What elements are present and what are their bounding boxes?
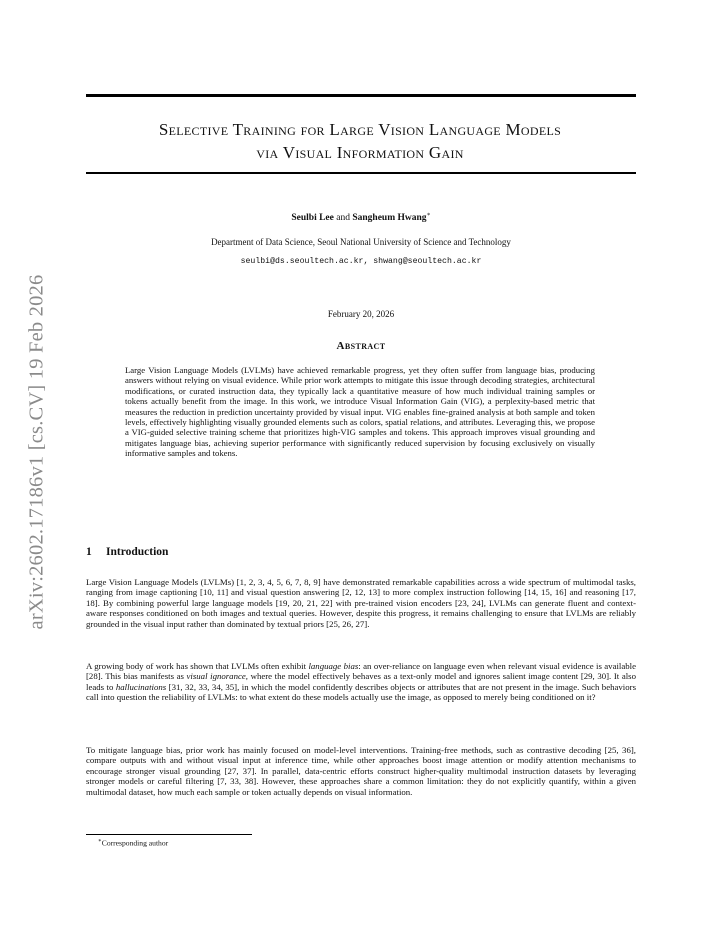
corresponding-marker: ∗ [426, 212, 431, 218]
arxiv-identifier: arXiv:2602.17186v1 [cs.CV] 19 Feb 2026 [25, 274, 48, 630]
text-run: : an over-reliance on language even when relevant visual evidence is available [28]. This bias manifests as [86, 661, 637, 682]
paper-date: February 20, 2026 [327, 309, 395, 319]
text-run: A growing body of work has shown that LVLMs often exhibit [86, 661, 309, 671]
text-run: , where the model effectively behaves as a text-only model and ignores salient image content [29, 30]. It also leads to [86, 671, 636, 692]
emphasis-term: hallucinations [115, 681, 167, 692]
section-heading [86, 546, 168, 558]
section-number: 1 [86, 546, 92, 558]
text-run: [31, 32, 33, 34, 35], in which the model confidently describes objects or attributes that are not present in the image. Such behaviors call into question the reliability of LVLMs: to what extent do these models actually use the image, as opposed to merely being conditioned on it? [86, 681, 637, 703]
emphasis-term: visual ignorance [186, 671, 246, 682]
section-title: Introduction [106, 546, 169, 558]
intro-paragraph-1: Large Vision Language Models (LVLMs) [1, 2, 3, 4, 5, 6, 7, 8, 9] have demonstrated remarkable capabilities across a wide spectrum of multimodal tasks, ranging from image captioning [10, 11] and visual question answering [2, 12, 13] to more complex instruction following [14, 15, 16] and reasoning [17, 18]. By combining powerful large language models [19, 20, 21, 22] with pre-trained vision encoders [23, 24], LVLMs can generate fluent and context-aware responses conditioned on both images and textual queries. However, despite this progress, it remains challenging to ensure that LVLMs are reliably grounded in the visual input rather than dominated by textual priors [25, 26, 27]. [86, 577, 636, 629]
abstract-heading: Abstract [336, 340, 386, 352]
title-line-1: Selective Training for Large Vision Language Models [158, 120, 562, 139]
title-line-2: via Visual Information Gain [256, 143, 464, 162]
emphasis-term: language bias [308, 661, 359, 671]
author-list [86, 211, 636, 223]
title-bottom-rule [86, 172, 636, 174]
author-emails: seulbi@ds.seoultech.ac.kr, shwang@seoultech.ac.kr [240, 257, 482, 266]
footnote-text: Corresponding author [101, 838, 169, 848]
affiliation: Department of Data Science, Seoul National University of Science and Technology [211, 237, 511, 247]
abstract-text: Large Vision Language Models (LVLMs) have achieved remarkable progress, yet they often suffer from language bias, producing answers without relying on visual evidence. While prior work attempts to mitigate this issue through decoding strategies, architectural modifications, or curated instruction data, they typically lack a quantitative measure of how much individual training samples or tokens actually benefit from the image. In this work, we introduce Visual Information Gain (VIG), a perplexity-based metric that measures the reduction in prediction uncertainty provided by visual input. VIG enables fine-grained analysis at both sample and token levels, effectively highlighting visually grounded elements such as colors, spatial relations, and attributes. Leveraging this, we propose a VIG-guided selective training scheme that prioritizes high-VIG samples and tokens. This approach improves visual grounding and mitigates language bias, achieving superior performance with significantly reduced supervision by focusing exclusively on visually informative samples and tokens. [125, 365, 595, 459]
title-top-rule [86, 94, 636, 97]
intro-paragraph-2 [86, 661, 636, 703]
paper-title [70, 118, 650, 164]
author-name: Sangheum Hwang [352, 213, 427, 224]
footnote-marker: ∗ [98, 838, 102, 844]
author-connector: and [333, 213, 353, 224]
author-name: Seulbi Lee [291, 213, 334, 224]
intro-paragraph-3: To mitigate language bias, prior work has mainly focused on model-level interventions. Training-free methods, such as contrastive decoding [25, 36], compare outputs with and without visual input at inference time, while other approaches boost image attention or modify attention mechanisms to encourage stronger visual grounding [27, 37]. In parallel, data-centric efforts construct higher-quality multimodal instruction datasets by leveraging stronger models or careful filtering [7, 33, 38]. However, these approaches share a common limitation: they do not explicitly quantify, within a given multimodal dataset, how much each sample or token actually depends on visual information. [86, 745, 636, 797]
footnote [98, 838, 168, 848]
footnote-rule [86, 834, 252, 835]
